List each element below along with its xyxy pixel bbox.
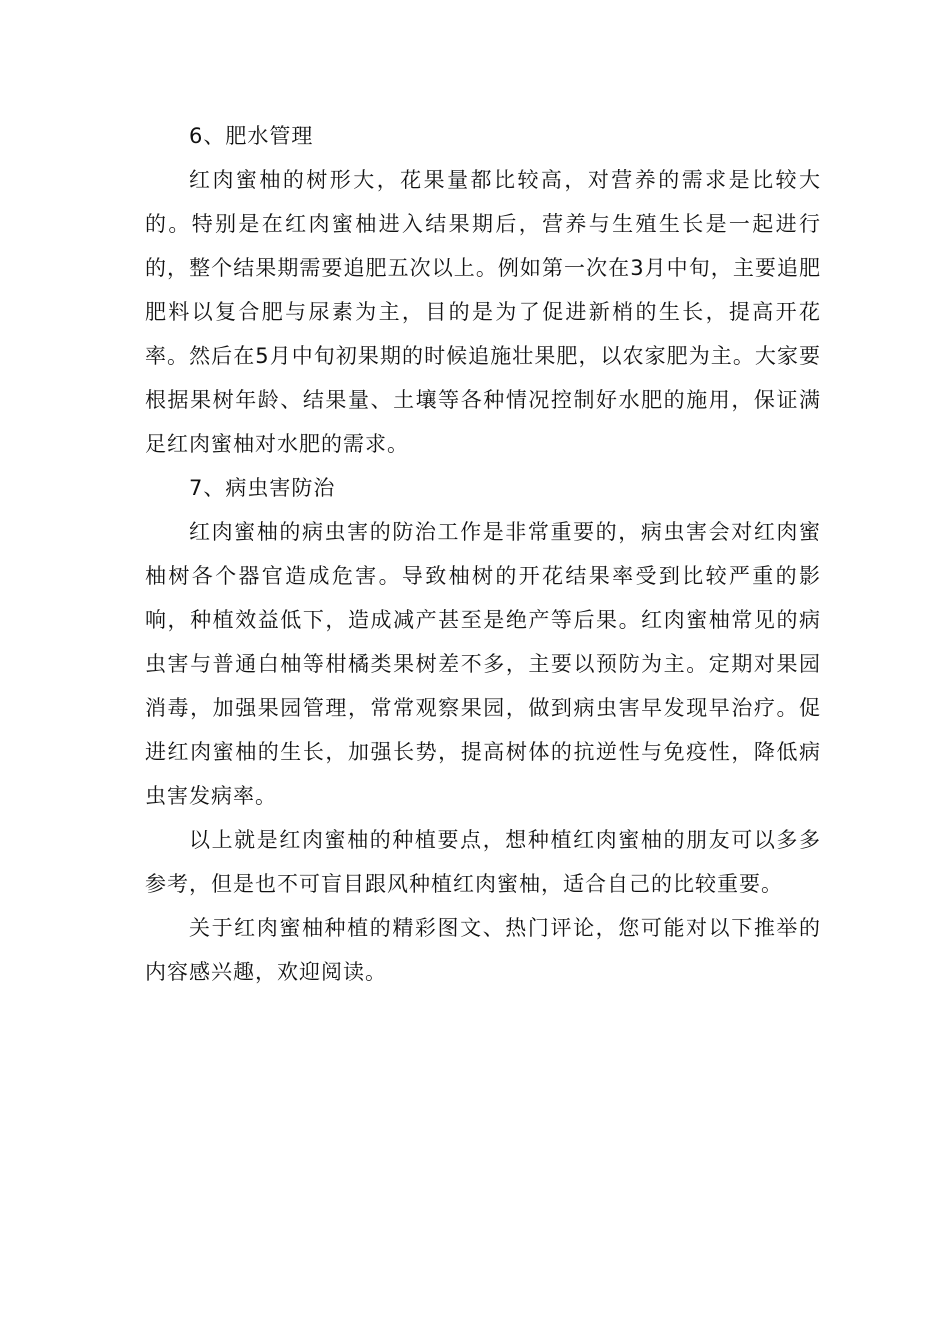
document-body (145, 114, 821, 994)
paragraph: 红肉蜜柚的树形大，花果量都比较高，对营养的需求是比较大的。特别是在红肉蜜柚进入结果期后，营养与生殖生长是一起进行的，整个结果期需要追肥五次以上。例如第一次在3月中旬，主要追肥肥料以复合肥与尿素为主，目的是为了促进新梢的生长，提高开花率。然后在5月中旬初果期的时候追施壮果肥，以农家肥为主。大家要根据果树年龄、结果量、土壤等各种情况控制好水肥的施用，保证满足红肉蜜柚对水肥的需求。 (145, 168, 821, 456)
section-heading: 6、肥水管理 (189, 124, 314, 148)
paragraph: 红肉蜜柚的病虫害的防治工作是非常重要的，病虫害会对红肉蜜柚树各个器官造成危害。导致柚树的开花结果率受到比较严重的影响，种植效益低下，造成减产甚至是绝产等后果。红肉蜜柚常见的病虫害与普通白柚等柑橘类果树差不多，主要以预防为主。定期对果园消毒，加强果园管理，常常观察果园，做到病虫害早发现早治疗。促进红肉蜜柚的生长，加强长势，提高树体的抗逆性与免疫性，降低病虫害发病率。 (145, 520, 821, 808)
paragraph: 以上就是红肉蜜柚的种植要点，想种植红肉蜜柚的朋友可以多多参考，但是也不可盲目跟风种植红肉蜜柚，适合自己的比较重要。 (145, 828, 821, 896)
section-fertilizer-water (145, 114, 821, 466)
paragraph: 关于红肉蜜柚种植的精彩图文、热门评论，您可能对以下推举的内容感兴趣，欢迎阅读。 (145, 916, 821, 984)
section-pest-control (145, 466, 821, 994)
section-heading: 7、病虫害防治 (189, 476, 336, 500)
